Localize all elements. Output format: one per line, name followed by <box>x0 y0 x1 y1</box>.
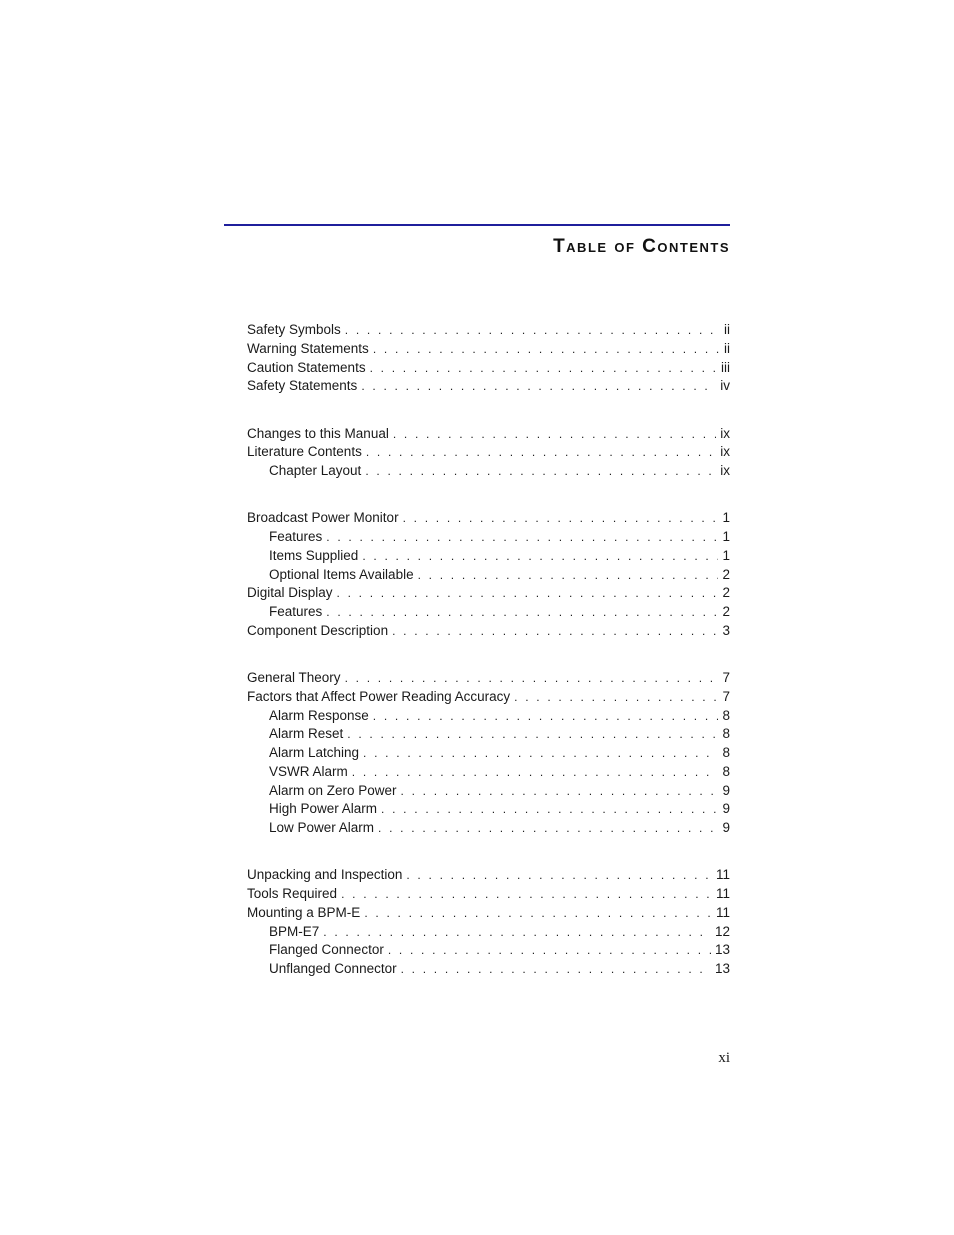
toc-entry-page: ix <box>720 425 730 441</box>
toc-entry-label: Chapter Layout <box>269 463 362 478</box>
toc-group <box>247 866 730 979</box>
toc-entry-label: Warning Statements <box>247 340 369 356</box>
table-of-contents <box>247 321 730 1007</box>
toc-entry-page: 11 <box>715 867 730 883</box>
dot-leader <box>341 885 712 904</box>
toc-entry-page: 1 <box>722 529 730 544</box>
toc-entry-label: Alarm Latching <box>269 745 360 760</box>
dot-leader <box>364 904 712 923</box>
toc-entry-label: Digital Display <box>247 585 333 601</box>
toc-entry-label: Unflanged Connector <box>269 961 397 976</box>
toc-entry-page: 8 <box>722 707 730 723</box>
toc-entry[interactable] <box>247 321 730 340</box>
toc-entry-label: Literature Contents <box>247 444 362 460</box>
toc-entry-page: 8 <box>722 763 730 779</box>
toc-subentry[interactable] <box>247 725 730 744</box>
toc-entry[interactable] <box>247 425 730 444</box>
toc-entry-label: Factors that Affect Power Reading Accuracy <box>247 688 511 704</box>
toc-entry[interactable] <box>247 669 730 688</box>
toc-entry[interactable] <box>247 340 730 359</box>
toc-entry-label: Alarm Reset <box>269 726 344 742</box>
toc-group <box>247 669 730 838</box>
toc-entry-page: 11 <box>715 886 730 901</box>
toc-entry-page: 12 <box>714 923 730 939</box>
toc-entry-label: Broadcast Power Monitor <box>247 510 399 526</box>
toc-entry-label: Flanged Connector <box>269 942 384 958</box>
toc-entry-page: 9 <box>722 782 730 798</box>
toc-entry-label: Safety Symbols <box>247 322 341 337</box>
toc-entry-label: Caution Statements <box>247 359 366 375</box>
toc-entry-page: 7 <box>722 688 730 704</box>
dot-leader <box>345 669 719 688</box>
toc-entry[interactable] <box>247 443 730 462</box>
toc-entry-label: Items Supplied <box>269 547 359 563</box>
dot-leader <box>381 800 718 819</box>
toc-entry-page: 13 <box>714 942 730 958</box>
toc-entry-page: 8 <box>722 726 730 742</box>
toc-entry[interactable] <box>247 622 730 641</box>
toc-entry[interactable] <box>247 904 730 923</box>
toc-entry-page: 2 <box>722 585 730 601</box>
toc-entry-page: ix <box>720 463 730 478</box>
dot-leader <box>326 528 718 547</box>
toc-entry-label: Optional Items Available <box>269 566 414 582</box>
toc-entry-label: BPM-E7 <box>269 923 320 939</box>
dot-leader <box>345 321 720 340</box>
toc-entry-page: 3 <box>722 622 730 638</box>
toc-group <box>247 321 730 396</box>
toc-entry-page: ii <box>724 322 730 337</box>
page-number: xi <box>718 1050 730 1066</box>
dot-leader <box>337 584 719 603</box>
dot-leader <box>393 425 716 444</box>
toc-entry[interactable] <box>247 885 730 904</box>
dot-leader <box>347 725 718 744</box>
toc-entry[interactable] <box>247 509 730 528</box>
dot-leader <box>514 688 718 707</box>
toc-entry-page: ix <box>720 444 730 460</box>
toc-entry-label: General Theory <box>247 670 341 685</box>
toc-entry-page: 1 <box>722 547 730 563</box>
dot-leader <box>352 763 719 782</box>
dot-leader <box>365 462 716 481</box>
toc-subentry[interactable] <box>247 707 730 726</box>
toc-subentry[interactable] <box>247 547 730 566</box>
dot-leader <box>362 547 718 566</box>
dot-leader <box>361 377 716 396</box>
dot-leader <box>401 960 711 979</box>
toc-entry-label: Tools Required <box>247 886 338 901</box>
dot-leader <box>388 941 711 960</box>
toc-subentry[interactable] <box>247 941 730 960</box>
toc-subentry[interactable] <box>247 744 730 763</box>
dot-leader <box>326 603 718 622</box>
dot-leader <box>406 866 712 885</box>
dot-leader <box>366 443 716 462</box>
toc-entry-page: 11 <box>715 904 730 920</box>
page-title: Table of Contents <box>553 236 730 257</box>
toc-entry-label: Unpacking and Inspection <box>247 867 403 883</box>
toc-group <box>247 509 730 640</box>
toc-entry-page: 9 <box>722 820 730 835</box>
toc-subentry[interactable] <box>247 763 730 782</box>
toc-entry-label: Alarm on Zero Power <box>269 782 397 798</box>
toc-entry-label: Mounting a BPM-E <box>247 904 361 920</box>
dot-leader <box>373 340 720 359</box>
toc-entry-page: 2 <box>722 566 730 582</box>
toc-subentry[interactable] <box>247 819 730 838</box>
dot-leader <box>392 622 718 641</box>
toc-entry-label: Features <box>269 604 323 619</box>
toc-subentry[interactable] <box>247 462 730 481</box>
toc-entry-page: ii <box>724 340 730 356</box>
toc-subentry[interactable] <box>247 528 730 547</box>
toc-entry-page: 1 <box>722 510 730 526</box>
toc-entry[interactable] <box>247 866 730 885</box>
dot-leader <box>401 782 719 801</box>
toc-entry[interactable] <box>247 584 730 603</box>
toc-entry[interactable] <box>247 688 730 707</box>
dot-leader <box>373 707 719 726</box>
toc-subentry[interactable] <box>247 800 730 819</box>
toc-entry-label: High Power Alarm <box>269 801 378 817</box>
toc-subentry[interactable] <box>247 603 730 622</box>
toc-entry-page: 7 <box>722 670 730 685</box>
dot-leader <box>363 744 718 763</box>
toc-entry-page: 2 <box>722 604 730 619</box>
header-rule <box>224 224 730 226</box>
toc-entry-page: 9 <box>722 801 730 817</box>
dot-leader <box>370 359 717 378</box>
toc-entry[interactable] <box>247 377 730 396</box>
toc-subentry[interactable] <box>247 782 730 801</box>
toc-entry-label: Features <box>269 529 323 544</box>
dot-leader <box>378 819 718 838</box>
toc-subentry[interactable] <box>247 566 730 585</box>
toc-entry-page: 13 <box>714 961 730 976</box>
toc-entry-label: Low Power Alarm <box>269 820 375 835</box>
toc-entry-page: iv <box>720 378 730 394</box>
toc-group <box>247 425 730 481</box>
toc-entry-label: Alarm Response <box>269 707 369 723</box>
toc-subentry[interactable] <box>247 960 730 979</box>
toc-subentry[interactable] <box>247 923 730 942</box>
toc-entry-label: VSWR Alarm <box>269 763 348 779</box>
dot-leader <box>418 566 719 585</box>
toc-entry-label: Component Description <box>247 622 389 638</box>
dot-leader <box>403 509 719 528</box>
toc-entry-label: Safety Statements <box>247 378 358 394</box>
toc-entry[interactable] <box>247 359 730 378</box>
toc-entry-page: 8 <box>722 745 730 760</box>
toc-entry-label: Changes to this Manual <box>247 425 389 441</box>
dot-leader <box>323 923 711 942</box>
toc-entry-page: iii <box>721 359 730 375</box>
